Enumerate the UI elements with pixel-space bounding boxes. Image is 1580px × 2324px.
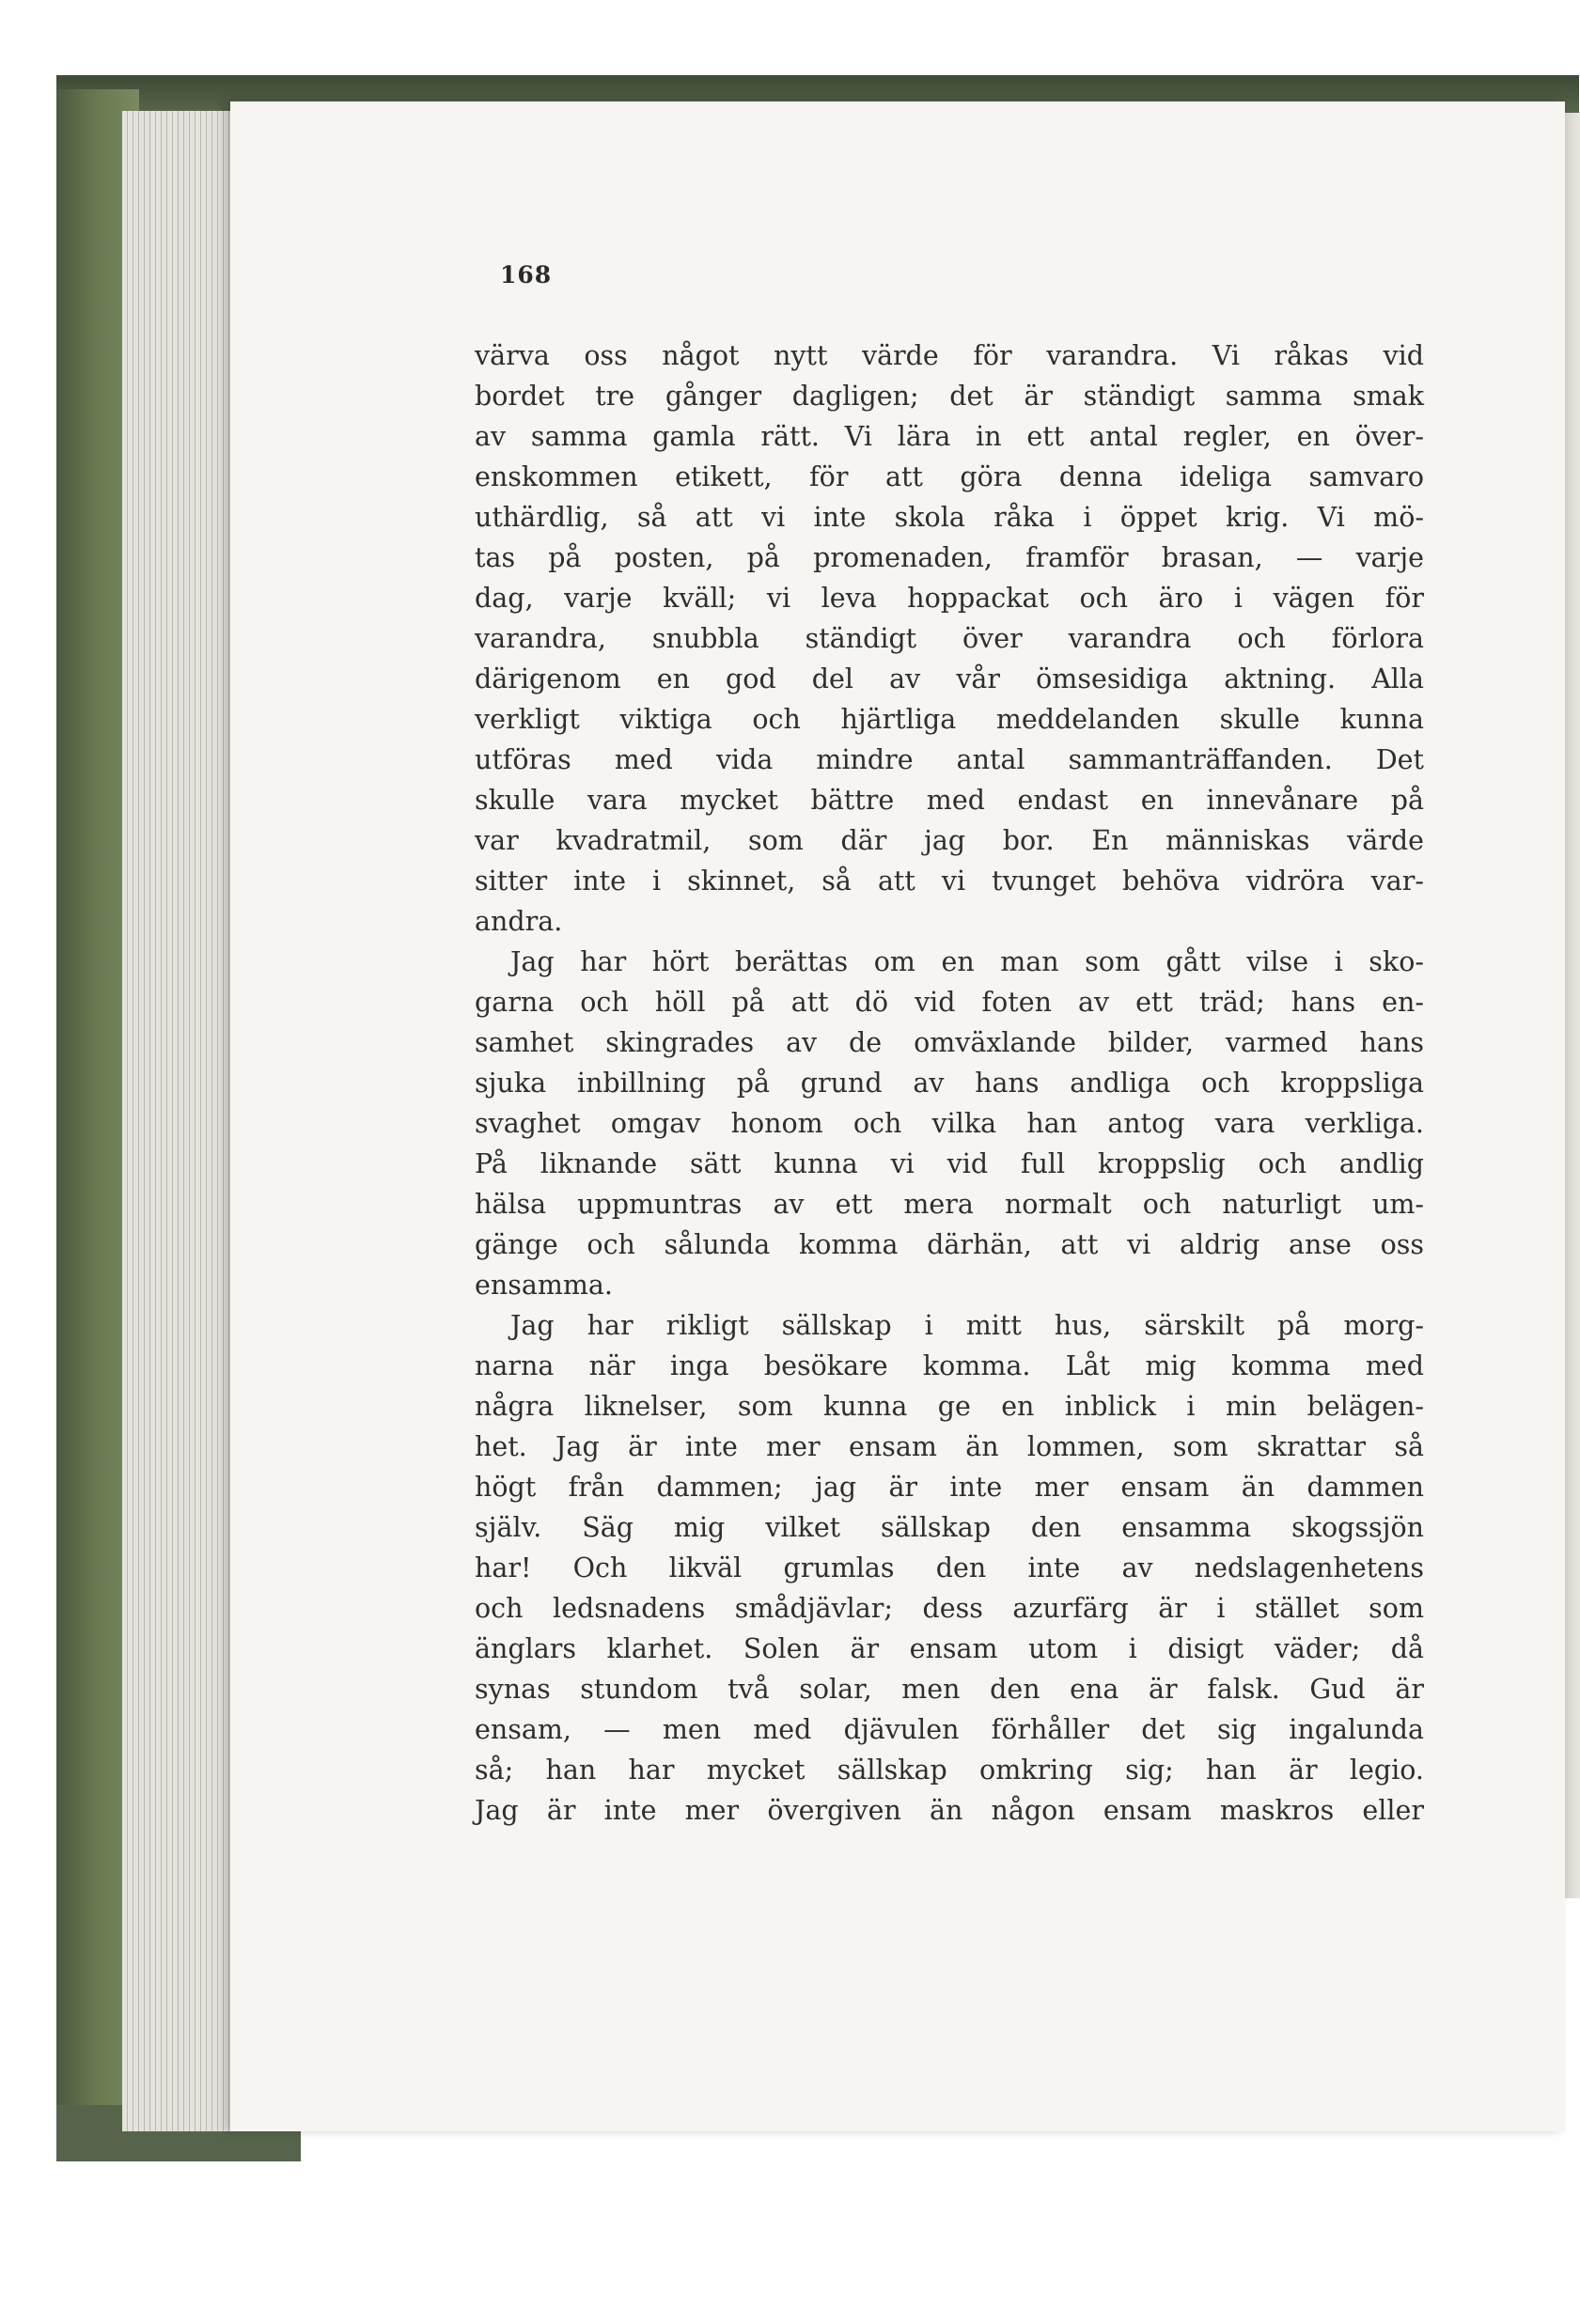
text-line: har! Och likväl grumlas den inte av nedslagenhetens	[475, 1552, 1424, 1583]
text-line: och ledsnadens smådjävlar; dess azurfärg är i stället som	[475, 1593, 1424, 1624]
text-line: het. Jag är inte mer ensam än lommen, som skrattar så	[475, 1431, 1424, 1462]
text-line: tas på posten, på promenaden, framför brasan, — varje	[475, 542, 1424, 573]
text-line: sitter inte i skinnet, så att vi tvunget behöva vidröra var-	[475, 866, 1424, 897]
text-line: Jag har hört berättas om en man som gått vilse i sko-	[510, 946, 1424, 977]
text-line: På liknande sätt kunna vi vid full kroppslig och andlig	[475, 1148, 1424, 1179]
text-line: andra.	[475, 906, 563, 937]
text-line: Jag är inte mer övergiven än någon ensam maskros eller	[475, 1795, 1424, 1826]
text-line: var kvadratmil, som där jag bor. En människas värde	[475, 825, 1424, 856]
text-line: utföras med vida mindre antal sammanträffanden. Det	[475, 744, 1424, 775]
text-line: bordet tre gånger dagligen; det är ständigt samma smak	[475, 381, 1424, 412]
text-line: Jag har rikligt sällskap i mitt hus, särskilt på morg-	[510, 1310, 1424, 1341]
text-line: uthärdlig, så att vi inte skola råka i öppet krig. Vi mö-	[475, 502, 1424, 533]
page-number: 168	[500, 261, 553, 289]
text-line: änglars klarhet. Solen är ensam utom i disigt väder; då	[475, 1633, 1424, 1664]
text-line: ensamma.	[475, 1270, 613, 1301]
text-line: narna när inga besökare komma. Låt mig komma med	[475, 1350, 1424, 1381]
text-line: verkligt viktiga och hjärtliga meddelanden skulle kunna	[475, 704, 1424, 735]
text-line: högt från dammen; jag är inte mer ensam än dammen	[475, 1472, 1424, 1503]
body-text	[475, 335, 1424, 1831]
page-edges	[122, 111, 235, 2131]
text-line: hälsa uppmuntras av ett mera normalt och naturligt um-	[475, 1189, 1424, 1220]
text-line: av samma gamla rätt. Vi lära in ett antal regler, en över-	[475, 421, 1424, 452]
text-line: enskommen etikett, för att göra denna ideliga samvaro	[475, 461, 1424, 492]
text-line: gänge och sålunda komma därhän, att vi aldrig anse oss	[475, 1229, 1424, 1260]
text-line: skulle vara mycket bättre med endast en innevånare på	[475, 785, 1424, 816]
text-line: själv. Säg mig vilket sällskap den ensamma skogssjön	[475, 1512, 1424, 1543]
text-line: värva oss något nytt värde för varandra. Vi råkas vid	[475, 340, 1424, 371]
text-line: garna och höll på att dö vid foten av ett träd; hans en-	[475, 987, 1424, 1018]
text-line: synas stundom två solar, men den ena är falsk. Gud är	[475, 1674, 1424, 1705]
text-line: dag, varje kväll; vi leva hoppackat och äro i vägen för	[475, 583, 1424, 614]
text-line: ensam, — men med djävulen förhåller det sig ingalunda	[475, 1714, 1424, 1745]
text-line: samhet skingrades av de omväxlande bilder, varmed hans	[475, 1027, 1424, 1058]
text-line: därigenom en god del av vår ömsesidiga aktning. Alla	[475, 663, 1424, 694]
text-line: så; han har mycket sällskap omkring sig; han är legio.	[475, 1755, 1424, 1786]
text-line: svaghet omgav honom och vilka han antog vara verkliga.	[475, 1108, 1424, 1139]
text-line: varandra, snubbla ständigt över varandra och förlora	[475, 623, 1424, 654]
text-line: sjuka inbillning på grund av hans andliga och kroppsliga	[475, 1068, 1424, 1099]
text-line: några liknelser, som kunna ge en inblick i min belägen-	[475, 1391, 1424, 1422]
